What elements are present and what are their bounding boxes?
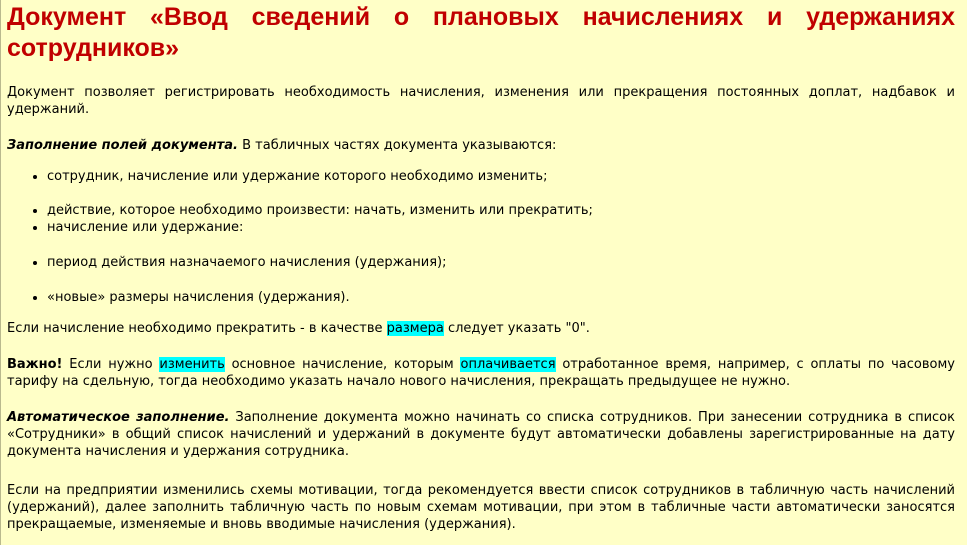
list-item: • действие, которое необходимо произвести: начать, изменить или прекратить; <box>47 202 955 219</box>
important-lead: Важно! <box>7 357 63 372</box>
paid-link[interactable]: оплачивается <box>460 357 556 372</box>
filling-lead: Заполнение полей документа. <box>7 138 238 153</box>
stop-note-paragraph <box>7 320 955 337</box>
motivation-paragraph: Если на предприятии изменились схемы мотивации, тогда рекомендуется ввести список сотрудников в табличную часть начислений (удержаний), далее заполнить табличную часть по новым схемам мотивации, при этом в табличные части автоматически заносятся прекращаемые, изменяемые и вновь вводимые начисления (удержания). <box>7 483 955 532</box>
auto-fill-text: Заполнение документа можно начинать со списка сотрудников. При занесении сотрудника в список «Сотрудники» в общий список начислений и удержаний в документе будут автоматически добавлены зарегистрированные на дату документа начисления и удержания сотрудника. <box>7 410 955 459</box>
page-title: Документ «Ввод сведений о плановых начислениях и удержаниях сотрудников» <box>7 3 955 62</box>
filling-paragraph <box>7 137 955 154</box>
stop-note-text-end: следует указать "0". <box>443 321 590 336</box>
filling-text: В табличных частях документа указываются: <box>237 138 557 153</box>
help-page <box>1 0 967 533</box>
size-link[interactable]: размера <box>386 321 444 336</box>
important-text-3: отработанное время, например, с оплаты по часовому тарифу на сдельную, тогда необходимо указать начало нового начисления, прекращать предыдущее не нужно. <box>7 357 955 389</box>
stop-note-text: Если начисление необходимо прекратить - в качестве <box>7 321 387 336</box>
list-item: • сотрудник, начисление или удержание которого необходимо изменить; <box>47 168 955 185</box>
change-link[interactable]: изменить <box>159 357 225 372</box>
list-item: • период действия назначаемого начисления (удержания); <box>47 254 955 271</box>
important-paragraph <box>7 356 955 390</box>
auto-fill-paragraph <box>7 409 955 460</box>
auto-fill-lead: Автоматическое заполнение. <box>7 410 230 425</box>
important-text-1: Если нужно <box>62 357 160 372</box>
list-item: • начисление или удержание: <box>47 219 955 236</box>
fields-list <box>7 168 955 306</box>
important-text-2: основное начисление, которым <box>224 357 461 372</box>
intro-paragraph: Документ позволяет регистрировать необходимость начисления, изменения или прекращения постоянных доплат, надбавок и удержаний. <box>7 85 955 117</box>
list-item: • «новые» размеры начисления (удержания). <box>47 289 955 306</box>
